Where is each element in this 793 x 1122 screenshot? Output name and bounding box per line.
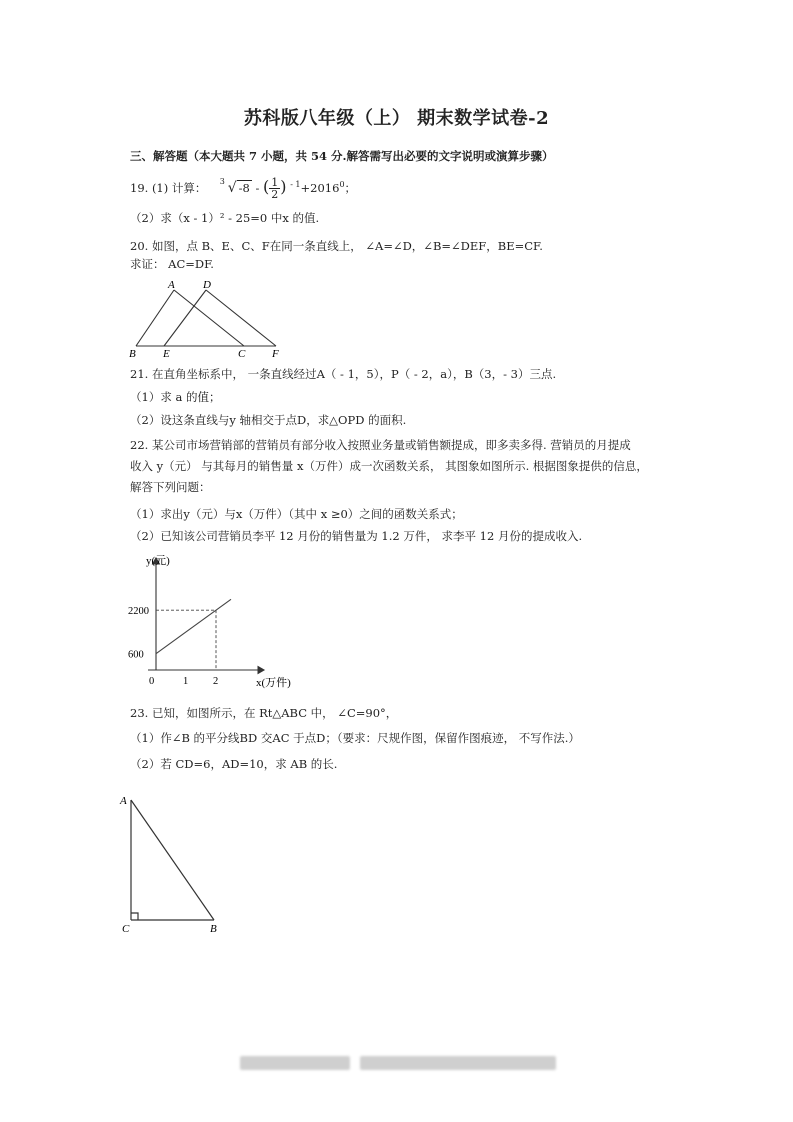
chart-x-tick-0: 0: [149, 676, 155, 687]
chart-series-line-0: [156, 599, 231, 653]
q19-fraction: [269, 177, 280, 200]
q22-line3: 解答下列问题：: [130, 480, 211, 494]
q20-label-A: A: [168, 279, 175, 291]
q20-line-BA: [136, 290, 174, 346]
q20-line-DF: [206, 290, 276, 346]
q19-frac-num: 1: [271, 176, 279, 190]
q19-root-index: 3: [219, 176, 225, 186]
q23-line-AB: [131, 800, 214, 920]
q23-right-angle-mark: [131, 913, 138, 920]
q20-label-E: E: [163, 348, 170, 360]
q23-figure: [116, 790, 226, 938]
q19-end: ；: [344, 180, 357, 195]
q19-line2: （2）求（x - 1）² - 25=0 中x 的值.: [130, 211, 320, 225]
q23-line2: （1）作∠B 的平分线BD 交AC 于点D；（要求：尺规作图，保留作图痕迹， 不写作法.）: [130, 731, 580, 745]
q22-line1: 22. 某公司市场营销部的营销员有部分收入按照业务量或销售额提成，即多卖多得. 营销员的月提成: [130, 438, 631, 452]
q19-suffix-exp: 0: [339, 180, 345, 189]
q22-chart: [118, 548, 308, 693]
q20-line1: 20. 如图，点 B、E、C、F在同一条直线上， ∠A=∠D，∠B=∠DEF，BE=CF.: [130, 239, 543, 253]
q22-line4: （1）求出y（元）与x（万件）（其中 x ≥0）之间的函数关系式；: [130, 507, 463, 521]
q19-minus: -: [255, 180, 260, 195]
q19-exponent: - 1: [290, 180, 301, 189]
q20-label-B: B: [129, 348, 136, 360]
chart-y-tick-2200: 2200: [128, 606, 149, 618]
chart-y-label: y(元): [146, 555, 170, 567]
chart-x-tick-2: 2: [213, 676, 219, 687]
q19-prefix: 19. (1) 计算：: [130, 180, 207, 195]
q23-line3: （2）若 CD=6，AD=10，求 AB 的长.: [130, 757, 338, 771]
q20-label-F: F: [272, 348, 279, 360]
q19-frac-den: 2: [271, 188, 279, 202]
chart-x-label: x(万件): [256, 677, 291, 689]
q19-suffix: +2016: [300, 180, 340, 195]
q21-line2: （1）求 a 的值；: [130, 390, 221, 404]
q22-line2: 收入 y（元） 与其每月的销售量 x（万件）成一次函数关系， 其图象如图所示. 根据图象提供的信息，: [130, 459, 648, 473]
q20-line2: 求证： AC=DF.: [130, 257, 214, 271]
q22-line5: （2）已知该公司营销员李平 12 月份的销售量为 1.2 万件， 求李平 12 月份的提成收入.: [130, 529, 583, 543]
q20-label-D: D: [203, 279, 211, 291]
section-heading: 三、解答题（本大题共 7 小题，共 54 分.解答需写出必要的文字说明或演算步骤）: [130, 149, 554, 163]
q20-figure: [120, 278, 300, 360]
q19-cube-root: 3 √ -8: [228, 180, 252, 196]
q21-line3: （2）设这条直线与y 轴相交于点D，求△OPD 的面积.: [130, 413, 407, 427]
q23-line1: 23. 已知，如图所示，在 Rt△ABC 中， ∠C=90°，: [130, 706, 398, 720]
chart-y-tick-600: 600: [128, 649, 144, 661]
q19-radicand: -8: [238, 180, 250, 195]
q20-label-C: C: [238, 348, 246, 360]
q23-label-A: A: [120, 795, 127, 807]
q19-line1: 19. (1) 计算： 3 √ -8 - ( $\frac{1}{2}$ ) $^{- 1}+2016^0$；: [130, 177, 356, 200]
q23-label-C: C: [122, 923, 130, 935]
q23-label-B: B: [210, 923, 217, 935]
q21-line1: 21. 在直角坐标系中， 一条直线经过A（ - 1，5），P（ - 2，a），B（3，- 3）三点.: [130, 367, 557, 381]
chart-x-tick-1: 1: [183, 676, 189, 687]
page-title: 苏科版八年级（上） 期末数学试卷-2: [243, 108, 550, 129]
